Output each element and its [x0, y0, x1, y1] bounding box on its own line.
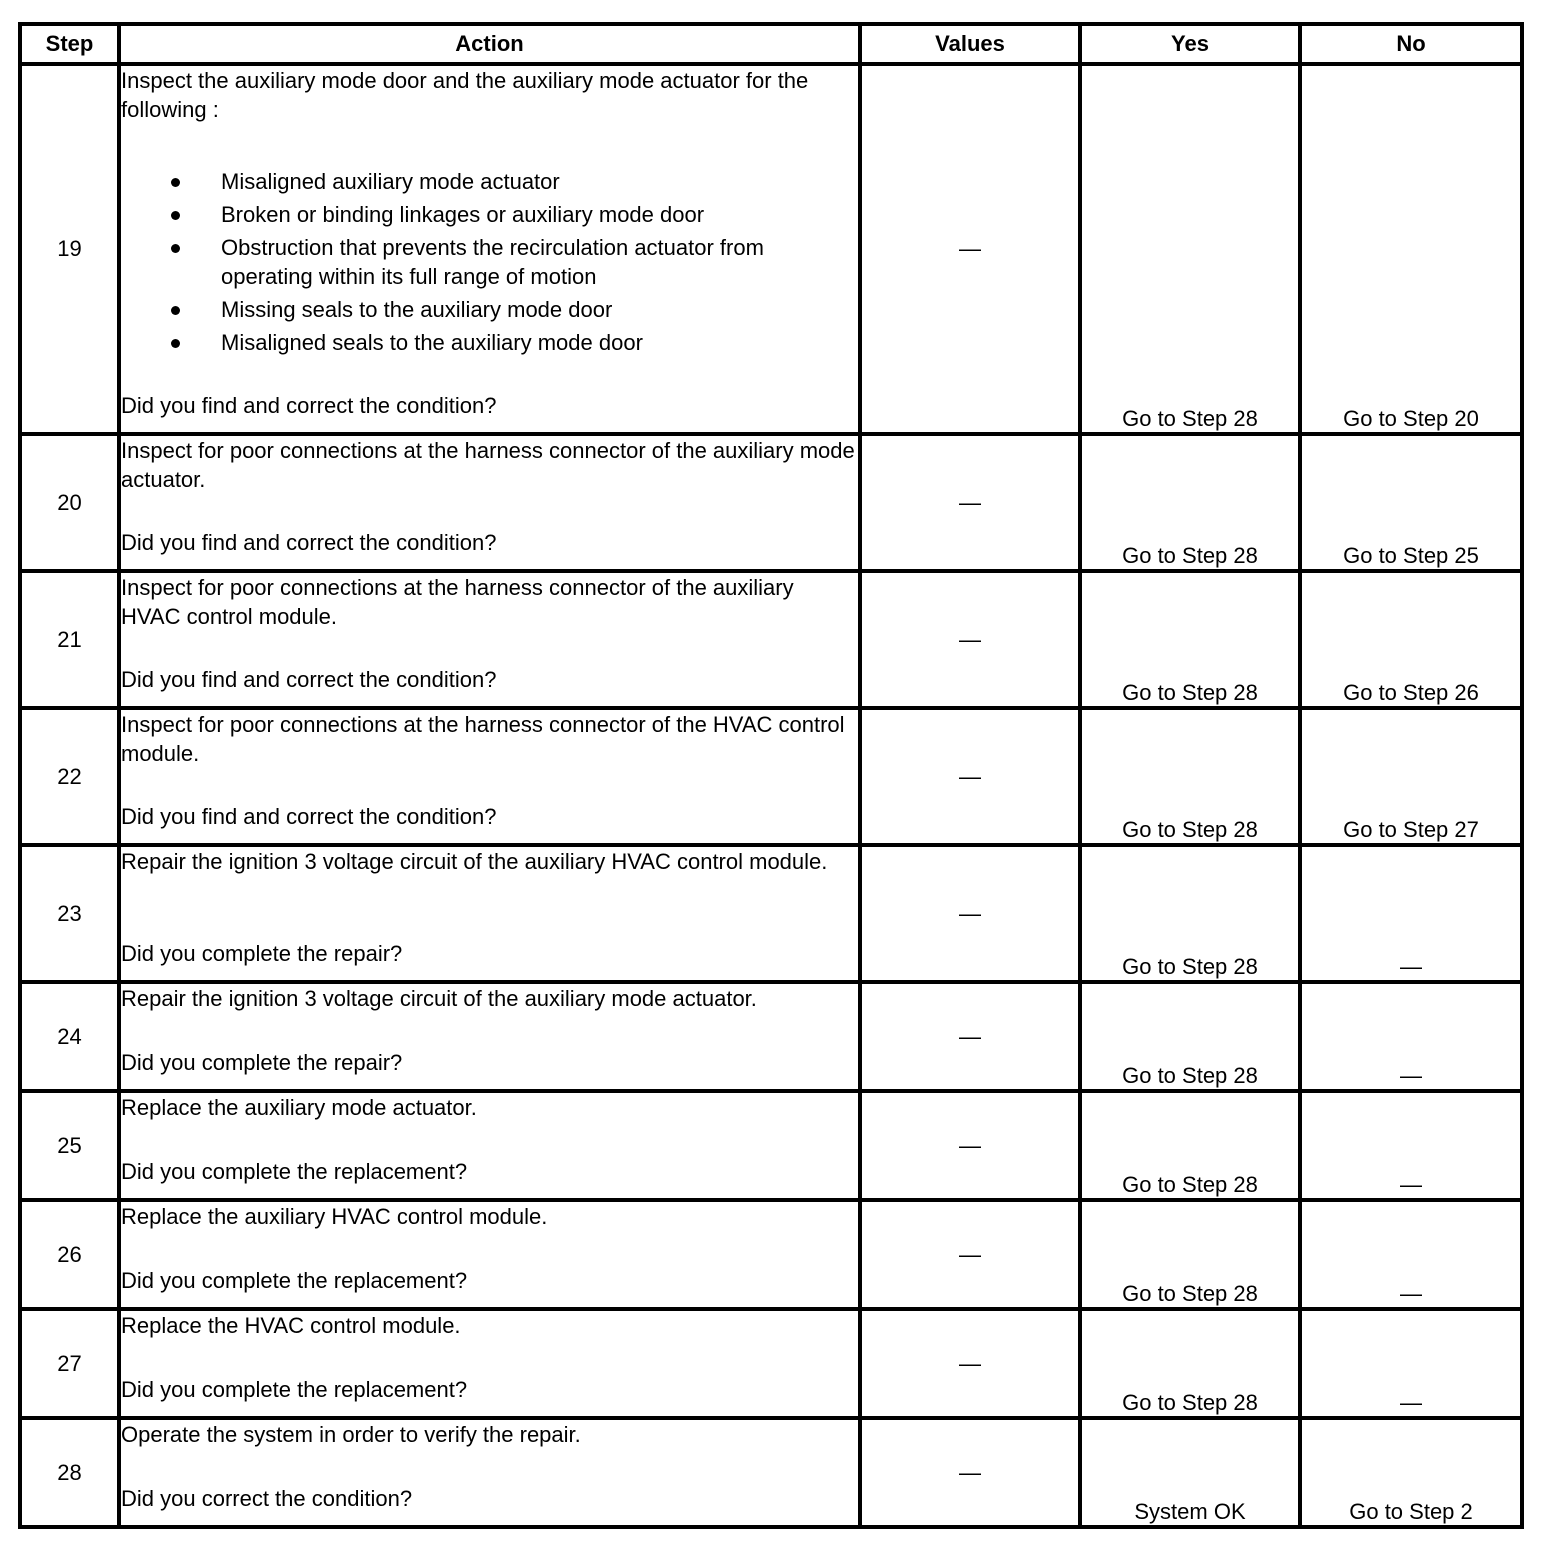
- values-cell: —: [860, 64, 1080, 434]
- table-row: [20, 64, 1522, 434]
- action-text: Inspect for poor connections at the harness connector of the auxiliary HVAC control module.: [121, 575, 794, 629]
- action-question: Did you complete the repair?: [121, 941, 403, 966]
- yes-cell: Go to Step 28: [1080, 1200, 1300, 1309]
- action-cell: [119, 1091, 860, 1200]
- action-text: Operate the system in order to verify the repair.: [121, 1422, 581, 1447]
- list-item: Misaligned seals to the auxiliary mode door: [121, 328, 858, 357]
- step-number: 21: [20, 571, 119, 708]
- no-cell: —: [1300, 1309, 1522, 1418]
- table-row: [20, 1309, 1522, 1418]
- values-cell: —: [860, 571, 1080, 708]
- condition-list: [121, 167, 858, 357]
- action-cell: [119, 1418, 860, 1527]
- values-cell: —: [860, 1309, 1080, 1418]
- step-number: 27: [20, 1309, 119, 1418]
- table-row: [20, 1091, 1522, 1200]
- step-number: 19: [20, 64, 119, 434]
- action-cell: [119, 64, 860, 434]
- action-text: Replace the auxiliary mode actuator.: [121, 1095, 477, 1120]
- table-row: [20, 434, 1522, 571]
- yes-cell: Go to Step 28: [1080, 1091, 1300, 1200]
- header-no: No: [1300, 24, 1522, 64]
- action-cell: [119, 1309, 860, 1418]
- action-text: Inspect for poor connections at the harness connector of the auxiliary mode actuator.: [121, 438, 855, 492]
- action-question: Did you find and correct the condition?: [121, 530, 497, 555]
- step-number: 28: [20, 1418, 119, 1527]
- action-cell: [119, 845, 860, 982]
- action-cell: [119, 571, 860, 708]
- header-action: Action: [119, 24, 860, 64]
- action-question: Did you complete the replacement?: [121, 1377, 468, 1402]
- yes-cell: Go to Step 28: [1080, 571, 1300, 708]
- action-text: Replace the auxiliary HVAC control module.: [121, 1204, 548, 1229]
- step-number: 23: [20, 845, 119, 982]
- bullet-icon: [171, 178, 180, 187]
- yes-cell: Go to Step 28: [1080, 434, 1300, 571]
- values-cell: —: [860, 434, 1080, 571]
- no-cell: Go to Step 2: [1300, 1418, 1522, 1527]
- step-number: 22: [20, 708, 119, 845]
- bullet-icon: [171, 211, 180, 220]
- header-step: Step: [20, 24, 119, 64]
- action-cell: [119, 708, 860, 845]
- header-row: [20, 24, 1522, 64]
- no-cell: —: [1300, 1200, 1522, 1309]
- action-question: Did you find and correct the condition?: [121, 804, 497, 829]
- list-item: Missing seals to the auxiliary mode door: [121, 295, 858, 324]
- no-cell: Go to Step 26: [1300, 571, 1522, 708]
- values-cell: —: [860, 982, 1080, 1091]
- yes-cell: Go to Step 28: [1080, 982, 1300, 1091]
- no-cell: Go to Step 20: [1300, 64, 1522, 434]
- table-row: [20, 571, 1522, 708]
- action-cell: [119, 982, 860, 1091]
- yes-cell: System OK: [1080, 1418, 1300, 1527]
- step-number: 26: [20, 1200, 119, 1309]
- action-text: Repair the ignition 3 voltage circuit of the auxiliary HVAC control module.: [121, 849, 828, 874]
- table-row: [20, 708, 1522, 845]
- values-cell: —: [860, 845, 1080, 982]
- header-yes: Yes: [1080, 24, 1300, 64]
- table-row: [20, 1200, 1522, 1309]
- list-item: Obstruction that prevents the recirculation actuator from operating within its full range of motion: [121, 233, 858, 291]
- bullet-icon: [171, 306, 180, 315]
- no-cell: Go to Step 27: [1300, 708, 1522, 845]
- action-question: Did you complete the repair?: [121, 1050, 403, 1075]
- action-text: Inspect the auxiliary mode door and the auxiliary mode actuator for the following :: [121, 68, 809, 122]
- action-cell: [119, 434, 860, 571]
- step-number: 20: [20, 434, 119, 571]
- table-row: [20, 1418, 1522, 1527]
- no-cell: —: [1300, 845, 1522, 982]
- step-number: 25: [20, 1091, 119, 1200]
- action-cell: [119, 1200, 860, 1309]
- bullet-icon: [171, 339, 180, 348]
- yes-cell: Go to Step 28: [1080, 845, 1300, 982]
- yes-cell: Go to Step 28: [1080, 708, 1300, 845]
- diagnostic-table: [18, 22, 1524, 1529]
- table-row: [20, 845, 1522, 982]
- values-cell: —: [860, 1418, 1080, 1527]
- values-cell: —: [860, 1091, 1080, 1200]
- header-values: Values: [860, 24, 1080, 64]
- action-question: Did you complete the replacement?: [121, 1268, 468, 1293]
- yes-cell: Go to Step 28: [1080, 1309, 1300, 1418]
- yes-cell: Go to Step 28: [1080, 64, 1300, 434]
- no-cell: —: [1300, 1091, 1522, 1200]
- values-cell: —: [860, 708, 1080, 845]
- action-question: Did you correct the condition?: [121, 1486, 413, 1511]
- no-cell: —: [1300, 982, 1522, 1091]
- bullet-icon: [171, 244, 180, 253]
- action-text: Inspect for poor connections at the harness connector of the HVAC control module.: [121, 712, 845, 766]
- values-cell: —: [860, 1200, 1080, 1309]
- action-question: Did you complete the replacement?: [121, 1159, 468, 1184]
- list-item: Broken or binding linkages or auxiliary mode door: [121, 200, 858, 229]
- list-item: Misaligned auxiliary mode actuator: [121, 167, 858, 196]
- table-row: [20, 982, 1522, 1091]
- no-cell: Go to Step 25: [1300, 434, 1522, 571]
- step-number: 24: [20, 982, 119, 1091]
- action-text: Repair the ignition 3 voltage circuit of the auxiliary mode actuator.: [121, 986, 757, 1011]
- action-question: Did you find and correct the condition?: [121, 393, 497, 418]
- action-question: Did you find and correct the condition?: [121, 667, 497, 692]
- action-text: Replace the HVAC control module.: [121, 1313, 461, 1338]
